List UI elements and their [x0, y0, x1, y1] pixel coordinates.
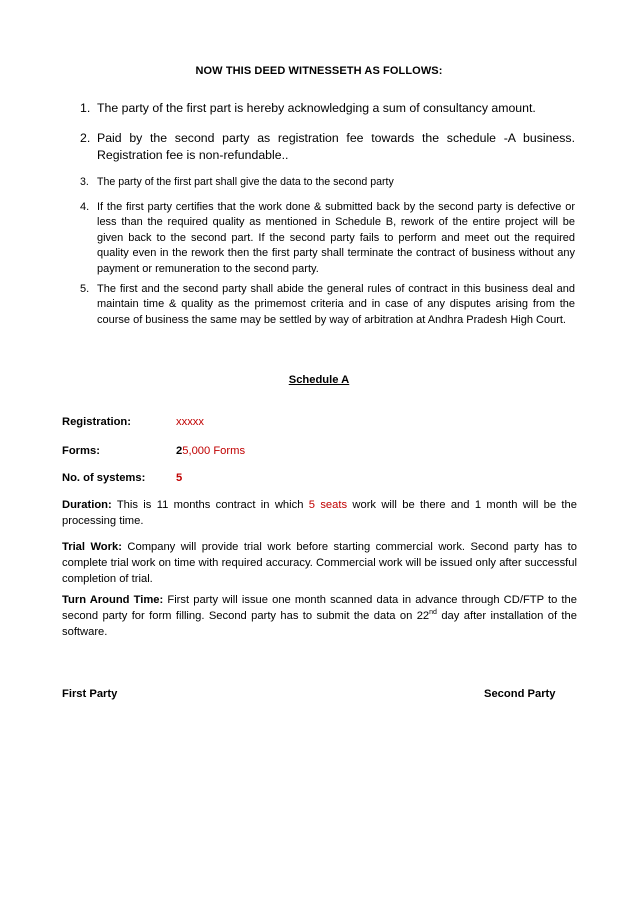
clause-text: The party of the first part shall give the data to the second party: [97, 176, 394, 188]
duration-paragraph: [62, 497, 577, 529]
clause-number: 3.: [80, 176, 89, 188]
clause-number: 2.: [80, 131, 91, 145]
turnaround-label: Turn Around Time:: [62, 594, 164, 606]
turnaround-text-before: First party will issue one month scanned data in advance through CD/FTP to the second party for form filling. Second party has to submit the data on 22: [62, 594, 577, 622]
duration-text-before: This is 11 months contract in which: [111, 499, 309, 511]
clause-number: 5.: [80, 283, 90, 295]
turnaround-ordinal: nd: [429, 609, 437, 616]
registration-value: xxxxx: [176, 416, 204, 428]
second-party-signature-label: Second Party: [484, 688, 556, 700]
first-party-signature-label: First Party: [62, 688, 118, 700]
duration-seats: 5 seats: [308, 499, 348, 511]
trial-work-paragraph: [62, 539, 577, 587]
registration-label: Registration:: [62, 416, 131, 428]
turnaround-text-after: day after installation of the software.: [62, 610, 577, 638]
duration-label: Duration:: [62, 499, 112, 511]
systems-value: 5: [176, 472, 183, 484]
trial-work-text: Company will provide trial work before starting commercial work. Second party has to complete trial work on time with required accuracy. Commercial work will be issued only after successful completion of trial.: [62, 541, 578, 585]
turnaround-paragraph: [62, 592, 577, 640]
clause-text: The party of the first part is hereby acknowledging a sum of consultancy amount.: [97, 101, 536, 115]
trial-work-label: Trial Work:: [62, 541, 122, 553]
forms-value: [176, 445, 245, 457]
deed-heading: NOW THIS DEED WITNESSETH AS FOLLOWS:: [195, 65, 443, 77]
forms-value-first-digit: 2: [176, 445, 183, 457]
clause-text: Paid by the second party as registration fee towards the schedule -A business. Registration fee is non-refundable..: [97, 131, 575, 162]
forms-label: Forms:: [62, 445, 100, 457]
clause-number: 4.: [80, 201, 90, 213]
clause-text: The first and the second party shall abide the general rules of contract in this business deal and maintain time & quality as the primemost criteria and in case of any disputes arising from the course of business the same may be settled by way of arbitration at Andhra Pradesh High Court.: [97, 283, 575, 326]
duration-text-after: work will be there and 1 month will be the processing time.: [62, 499, 577, 527]
systems-label: No. of systems:: [62, 472, 146, 484]
schedule-title: Schedule A: [288, 374, 350, 386]
forms-value-rest: 5,000 Forms: [182, 445, 246, 457]
clause-number: 1.: [80, 101, 91, 115]
clause-text: If the first party certifies that the work done & submitted back by the second party is defective or less than the required quality as mentioned in Schedule B, rework of the entire project will be given back to the second part. If the second party fails to perform and meet out the required quality even in the rework then the first party shall terminate the contract of business without any payment or remuneration to the second party.: [97, 201, 575, 275]
